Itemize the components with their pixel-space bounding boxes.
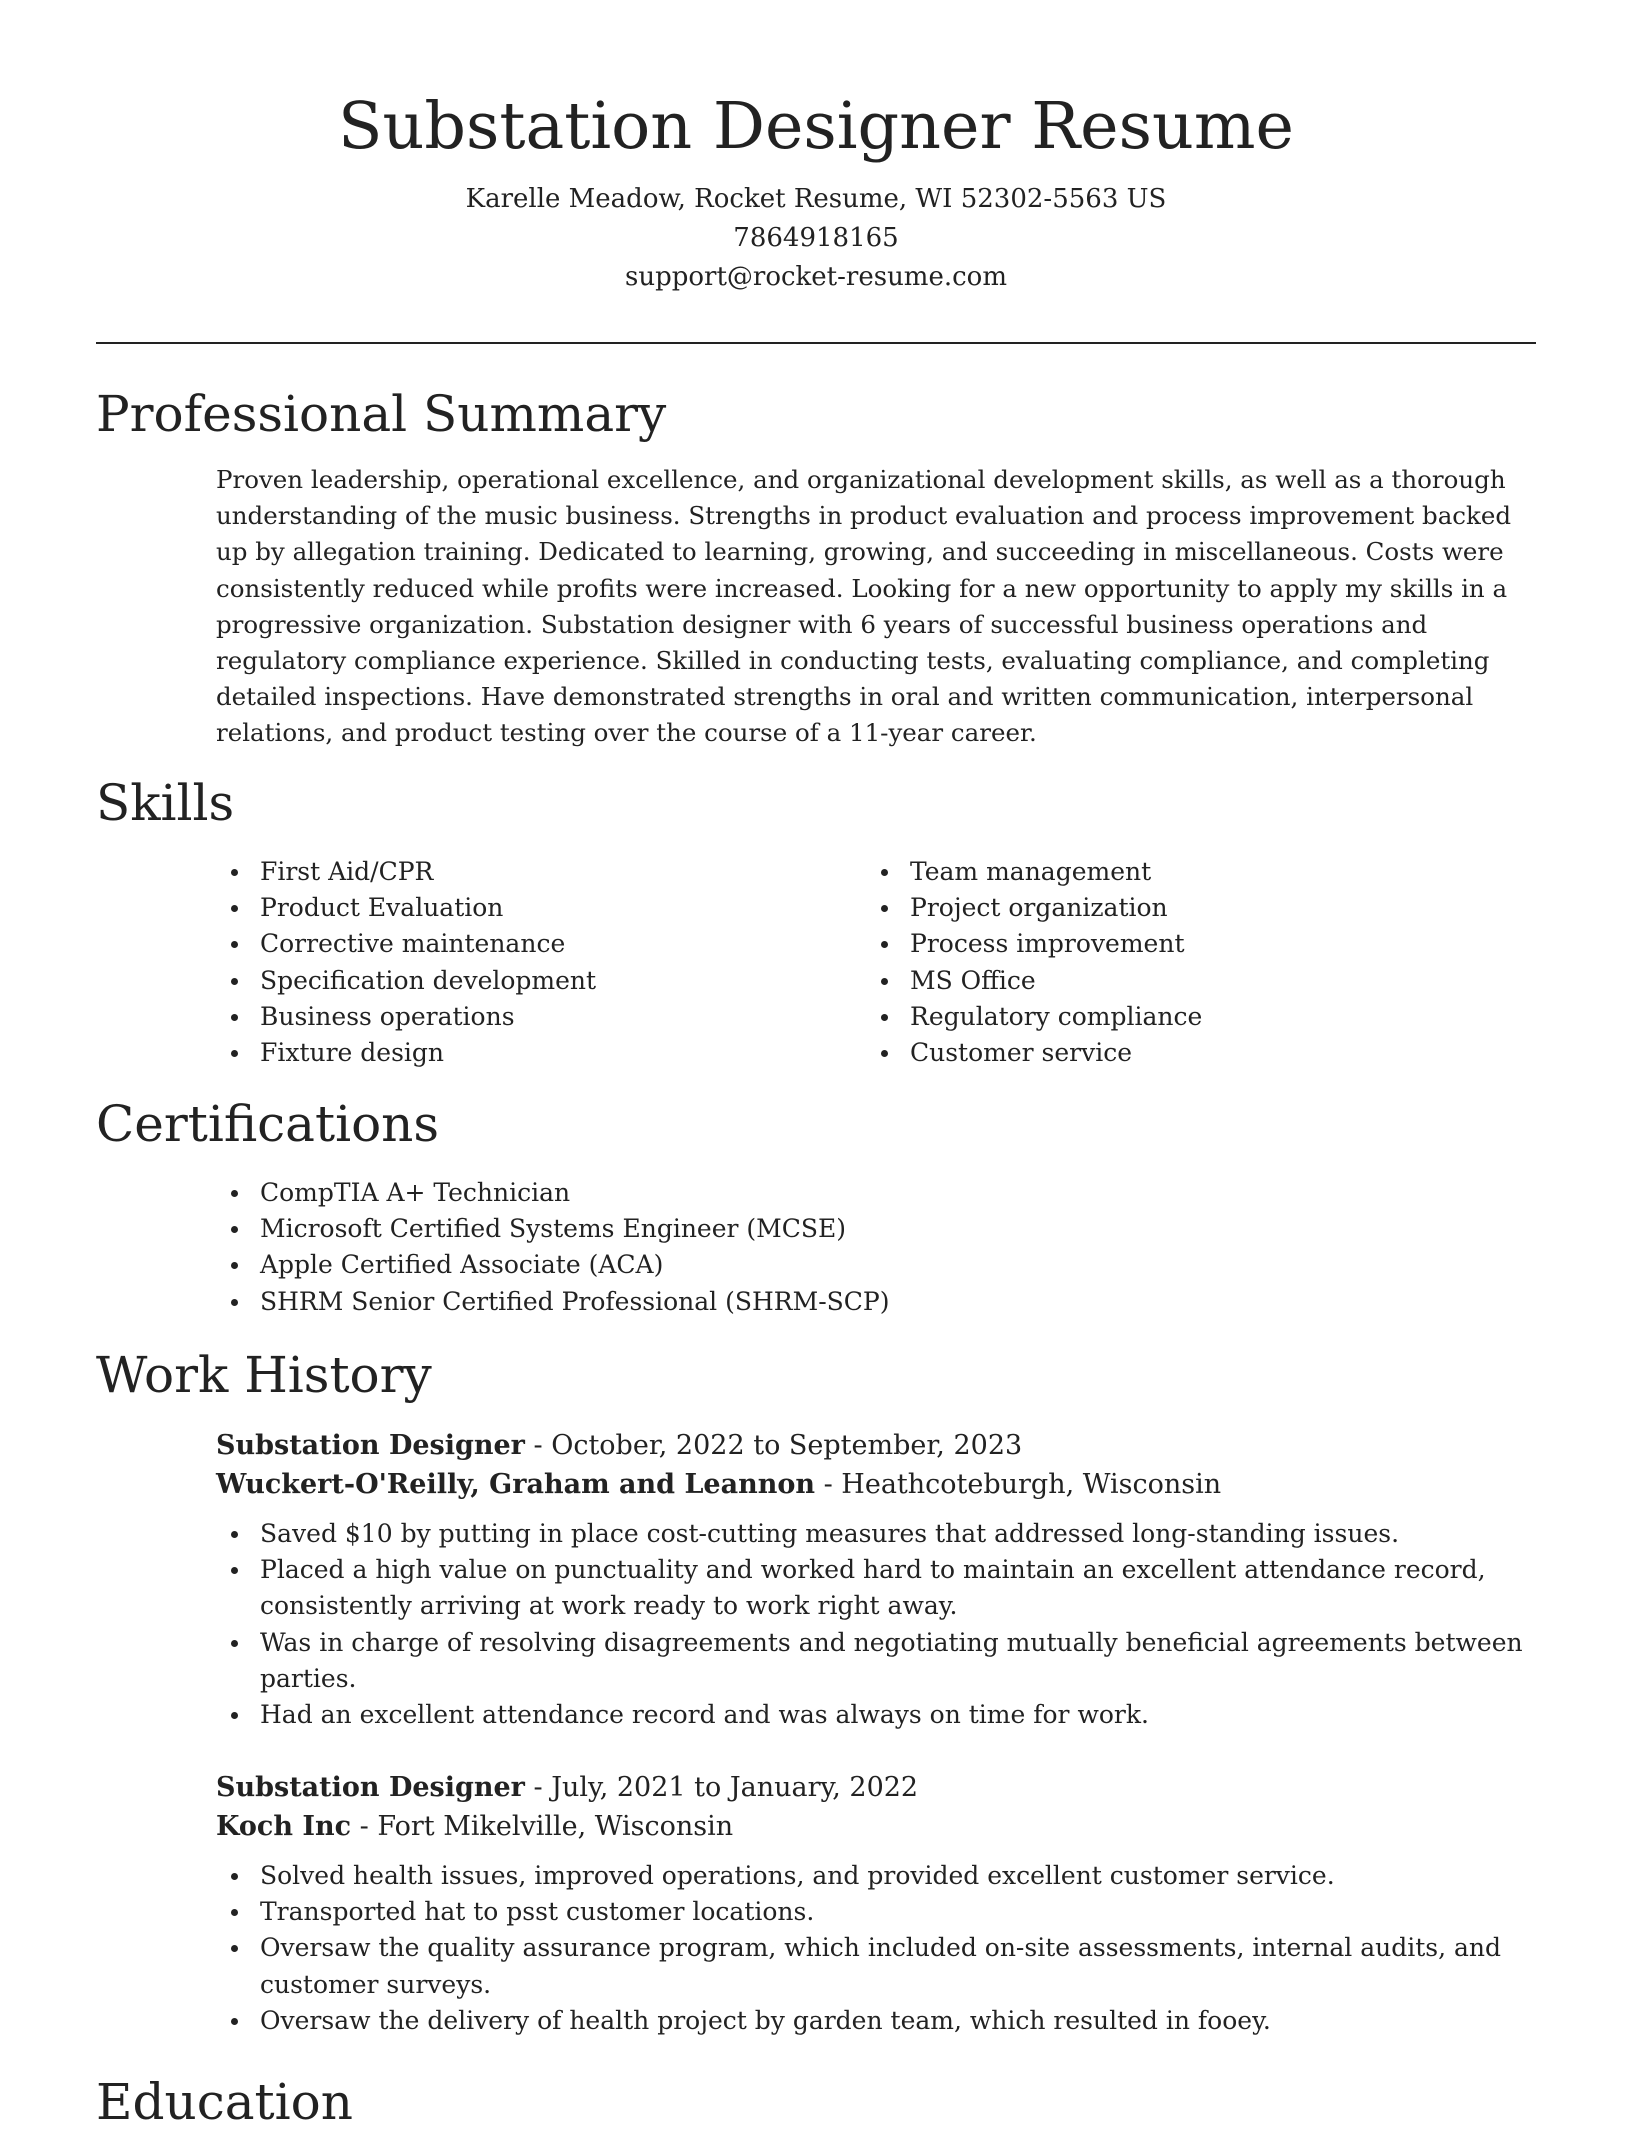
list-item: Process improvement <box>866 926 1486 962</box>
header-divider <box>96 342 1536 344</box>
list-item: Saved $10 by putting in place cost-cutting measures that addressed long-standing issues. <box>216 1516 1536 1552</box>
job-duties-list <box>216 1858 1536 2039</box>
list-item: Transported hat to psst customer locations. <box>216 1894 1536 1930</box>
list-item: SHRM Senior Certified Professional (SHRM-SCP) <box>216 1284 1316 1320</box>
contact-address: Karelle Meadow, Rocket Resume, WI 52302-5563 US <box>465 184 1167 214</box>
job-company-line <box>216 1465 1536 1504</box>
job-title-line <box>216 1426 1536 1465</box>
list-item: CompTIA A+ Technician <box>216 1175 1316 1211</box>
list-item: Oversaw the quality assurance program, which included on-site assessments, internal audits, and customer surveys. <box>216 1930 1536 2002</box>
list-item: Project organization <box>866 890 1486 926</box>
list-item: Apple Certified Associate (ACA) <box>216 1247 1316 1283</box>
summary-text: Proven leadership, operational excellence, and organizational development skills, as well as a thorough understanding of the music business. Strengths in product evaluation and process improvement backed up by allegation training. Dedicated to learning, growing, and succeeding in miscellaneous. Costs were consistently reduced while profits were increased. Looking for a new opportunity to apply my skills in a progressive organization. Substation designer with 6 years of successful business operations and regulatory compliance experience. Skilled in conducting tests, evaluating compliance, and completing detailed inspections. Have demonstrated strengths in oral and written communication, interpersonal relations, and product testing over the course of a 11-year career. <box>216 465 1512 748</box>
list-item: Microsoft Certified Systems Engineer (MCSE) <box>216 1211 1316 1247</box>
job-title-line <box>216 1768 1536 1807</box>
list-item: Had an excellent attendance record and was always on time for work. <box>216 1697 1536 1733</box>
summary-heading: Professional Summary <box>96 385 667 443</box>
job-role: Substation Designer <box>216 1772 525 1803</box>
contact-phone: 7864918165 <box>733 223 899 253</box>
certifications-block <box>216 1175 1316 1320</box>
list-item: Oversaw the delivery of health project by garden team, which resulted in fooey. <box>216 2003 1536 2039</box>
contact-email: support@rocket-resume.com <box>624 262 1007 292</box>
contact-block <box>0 180 1632 297</box>
skills-heading: Skills <box>96 774 235 832</box>
work-history-heading: Work History <box>96 1346 432 1404</box>
list-item: MS Office <box>866 963 1486 999</box>
skills-column-left <box>216 854 836 1071</box>
job-location: - Heathcoteburgh, Wisconsin <box>815 1469 1222 1500</box>
certifications-list <box>216 1175 1316 1320</box>
job-entry <box>216 1768 1536 2039</box>
job-dates: - July, 2021 to January, 2022 <box>524 1772 919 1803</box>
job-entry <box>216 1426 1536 1733</box>
job-location: - Fort Mikelville, Wisconsin <box>351 1811 734 1842</box>
list-item: Solved health issues, improved operations, and provided excellent customer service. <box>216 1858 1536 1894</box>
job-company-line <box>216 1807 1536 1846</box>
list-item: Business operations <box>216 999 836 1035</box>
certifications-heading: Certifications <box>96 1095 440 1153</box>
list-item: Placed a high value on punctuality and worked hard to maintain an excellent attendance record, consistently arriving at work ready to work right away. <box>216 1552 1536 1624</box>
resume-header <box>0 0 1632 297</box>
job-role: Substation Designer <box>216 1430 525 1461</box>
resume-title: Substation Designer Resume <box>338 89 1294 164</box>
job-company: Wuckert-O'Reilly, Graham and Leannon <box>216 1469 815 1500</box>
education-heading: Education <box>96 2073 353 2131</box>
skills-list-left <box>216 854 836 1071</box>
list-item: First Aid/CPR <box>216 854 836 890</box>
list-item: Corrective maintenance <box>216 926 836 962</box>
job-dates: - October, 2022 to September, 2023 <box>524 1430 1023 1461</box>
job-duties-list <box>216 1516 1536 1733</box>
list-item: Fixture design <box>216 1035 836 1071</box>
skills-list-right <box>866 854 1486 1071</box>
skills-column-right <box>866 854 1486 1071</box>
list-item: Team management <box>866 854 1486 890</box>
list-item: Product Evaluation <box>216 890 836 926</box>
list-item: Specification development <box>216 963 836 999</box>
job-company: Koch Inc <box>216 1811 352 1842</box>
list-item: Regulatory compliance <box>866 999 1486 1035</box>
list-item: Customer service <box>866 1035 1486 1071</box>
list-item: Was in charge of resolving disagreements and negotiating mutually beneficial agreements between parties. <box>216 1625 1536 1697</box>
